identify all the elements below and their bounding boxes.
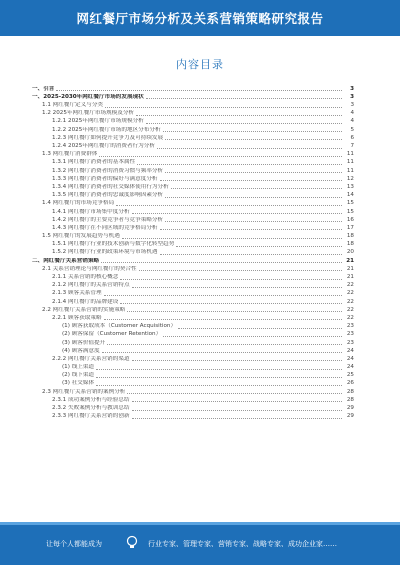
toc-leader-dots bbox=[132, 283, 342, 288]
toc-entry-label: 2.3.2 失败案例分析与教训总结 bbox=[52, 405, 130, 411]
toc-entry-label: 1.4.3 网红餐厅在不同区域的竞争格局分析 bbox=[52, 224, 158, 231]
toc-leader-dots bbox=[102, 348, 342, 353]
toc-leader-dots bbox=[107, 340, 342, 345]
toc-entry-page: 25 bbox=[346, 372, 354, 379]
toc-entry[interactable] bbox=[32, 109, 354, 117]
toc-leader-dots bbox=[165, 217, 342, 222]
table-of-contents bbox=[32, 84, 354, 420]
toc-leader-dots bbox=[101, 258, 342, 263]
toc-entry[interactable] bbox=[32, 190, 354, 198]
toc-entry[interactable] bbox=[32, 215, 354, 223]
toc-leader-dots bbox=[146, 119, 342, 124]
toc-entry-label: (4) 顾客满意度 bbox=[62, 347, 100, 354]
toc-entry-page: 7 bbox=[350, 143, 354, 149]
toc-entry-label: 1.3.3 网红餐厅消费者的偏好与满意度分析 bbox=[52, 175, 158, 182]
toc-entry-page: 21 bbox=[346, 274, 354, 280]
toc-entry-page: 21 bbox=[346, 257, 354, 264]
toc-entry[interactable] bbox=[32, 133, 354, 141]
toc-leader-dots bbox=[96, 365, 342, 370]
toc-entry-page: 12 bbox=[346, 175, 354, 182]
toc-entry-page: 22 bbox=[346, 290, 354, 297]
toc-entry-page: 29 bbox=[346, 405, 354, 411]
toc-entry[interactable] bbox=[32, 182, 354, 190]
toc-entry[interactable] bbox=[32, 150, 354, 158]
footer-bar bbox=[0, 522, 400, 565]
toc-entry-page: 22 bbox=[346, 314, 354, 321]
toc-leader-dots bbox=[132, 356, 342, 361]
toc-entry-page: 18 bbox=[346, 233, 354, 240]
toc-leader-dots bbox=[163, 332, 342, 337]
toc-leader-dots bbox=[104, 291, 342, 296]
toc-entry-page: 28 bbox=[346, 388, 354, 395]
toc-leader-dots bbox=[146, 94, 342, 99]
toc-leader-dots bbox=[178, 324, 342, 329]
toc-leader-dots bbox=[137, 160, 342, 165]
footer-slogan-left: 让每个人都能成为 bbox=[46, 540, 102, 548]
toc-entry-page: 5 bbox=[350, 126, 354, 133]
toc-entry[interactable] bbox=[32, 403, 354, 411]
toc-entry-page: 18 bbox=[346, 241, 354, 248]
toc-entry[interactable] bbox=[32, 387, 354, 395]
toc-entry-page: 14 bbox=[346, 192, 354, 199]
toc-leader-dots bbox=[127, 307, 342, 312]
toc-entry-label: 2.1.2 网红餐厅的关系营销特点 bbox=[52, 282, 130, 289]
toc-entry-page: 11 bbox=[346, 167, 354, 174]
toc-entry-label: (3) 社交媒体 bbox=[62, 380, 95, 387]
toc-entry-label: 1.5.1 网红餐厅行业的技术创新与数字化转型趋势 bbox=[52, 241, 175, 248]
toc-entry[interactable] bbox=[32, 166, 354, 174]
toc-entry[interactable] bbox=[32, 92, 354, 100]
toc-entry-label: 1.2 2025年网红餐厅市场规模及分析 bbox=[42, 110, 135, 117]
toc-leader-dots bbox=[132, 406, 342, 411]
toc-entry-label: 1.2.4 2025年网红餐厅的消费者行为分析 bbox=[52, 143, 155, 149]
toc-entry-page: 24 bbox=[346, 364, 354, 371]
toc-leader-dots bbox=[56, 86, 342, 91]
toc-entry[interactable] bbox=[32, 158, 354, 166]
toc-entry-label: 一、引言 bbox=[32, 85, 55, 92]
toc-entry-page: 11 bbox=[346, 151, 354, 158]
toc-entry[interactable] bbox=[32, 321, 354, 329]
toc-entry-label: 1.2.3 网红餐厅如何提升竞争力及可持续发展 bbox=[52, 134, 164, 141]
toc-entry-page: 23 bbox=[346, 339, 354, 346]
toc-entry[interactable] bbox=[32, 281, 354, 289]
toc-entry-page: 22 bbox=[346, 298, 354, 305]
toc-entry-label: 1.4 网红餐厅的市场竞争格局 bbox=[42, 200, 115, 207]
toc-entry-label: 2.1.3 顾客关系管理 bbox=[52, 290, 102, 297]
toc-entry-label: 1.3.4 网红餐厅消费者的社交媒体使用行为分析 bbox=[52, 183, 169, 190]
toc-entry[interactable] bbox=[32, 240, 354, 248]
toc-entry[interactable] bbox=[32, 354, 354, 362]
toc-entry-label: 1.4.2 网红餐厅的主要竞争者与竞争策略分析 bbox=[52, 216, 164, 223]
toc-entry-label: 2.1.1 关系营销的核心概念 bbox=[52, 274, 119, 280]
toc-entry-label: 1.3 网红餐厅消费群体 bbox=[42, 151, 98, 158]
toc-entry-label: 1.4.1 网红餐厅市场集中度分析 bbox=[52, 208, 130, 215]
toc-entry-label: 1.1 网红餐厅定义与分类 bbox=[42, 102, 104, 109]
footer-stripe bbox=[0, 522, 400, 525]
toc-leader-dots bbox=[120, 275, 342, 280]
toc-entry[interactable] bbox=[32, 231, 354, 239]
toc-entry-page: 15 bbox=[346, 200, 354, 207]
toc-leader-dots bbox=[139, 266, 342, 271]
toc-leader-dots bbox=[132, 397, 342, 402]
toc-entry[interactable] bbox=[32, 338, 354, 346]
toc-leader-dots bbox=[136, 111, 342, 116]
toc-entry[interactable] bbox=[32, 346, 354, 354]
toc-entry[interactable] bbox=[32, 141, 354, 149]
toc-entry-label: 1.2.1 2025年网红餐厅市场规模分析 bbox=[52, 118, 144, 125]
toc-entry[interactable] bbox=[32, 379, 354, 387]
toc-leader-dots bbox=[99, 152, 342, 157]
toc-entry-label: (1) 顾客获取成本（Customer Acquisition） bbox=[62, 323, 177, 330]
toc-entry[interactable] bbox=[32, 412, 354, 420]
toc-entry-page: 15 bbox=[346, 208, 354, 215]
toc-entry-page: 16 bbox=[346, 216, 354, 223]
toc-entry-label: 1.5 网红餐厅的发展趋势与机遇 bbox=[42, 233, 120, 240]
toc-entry-label: (1) 线上渠道 bbox=[62, 364, 95, 371]
toc-leader-dots bbox=[165, 168, 342, 173]
toc-entry[interactable] bbox=[32, 395, 354, 403]
toc-entry-page: 22 bbox=[346, 306, 354, 313]
toc-leader-dots bbox=[122, 234, 342, 239]
toc-entry[interactable] bbox=[32, 256, 354, 264]
toc-leader-dots bbox=[105, 103, 342, 108]
toc-entry-page: 23 bbox=[346, 331, 354, 338]
toc-entry-page: 6 bbox=[350, 134, 354, 141]
toc-entry-label: 2.2.2 网红餐厅关系营销的渠道 bbox=[52, 355, 130, 362]
toc-leader-dots bbox=[171, 184, 342, 189]
toc-entry-label: 2.1.4 网红餐厅的品牌建设 bbox=[52, 298, 119, 305]
toc-entry-page: 24 bbox=[346, 347, 354, 354]
toc-leader-dots bbox=[127, 389, 342, 394]
toc-leader-dots bbox=[160, 176, 342, 181]
toc-leader-dots bbox=[176, 242, 342, 247]
toc-entry-label: 1.5.2 网红餐厅行业的政策环境与市场机遇 bbox=[52, 249, 158, 256]
toc-entry-label: 1.2.2 2025年网红餐厅市场的地区分布分析 bbox=[52, 126, 161, 133]
toc-leader-dots bbox=[160, 250, 342, 255]
toc-entry[interactable] bbox=[32, 248, 354, 256]
toc-entry-page: 3 bbox=[350, 102, 354, 109]
toc-entry[interactable] bbox=[32, 223, 354, 231]
toc-entry[interactable] bbox=[32, 289, 354, 297]
toc-entry-page: 29 bbox=[346, 413, 354, 420]
toc-entry-label: 二、网红餐厅关系营销策略 bbox=[32, 257, 100, 264]
toc-entry[interactable] bbox=[32, 125, 354, 133]
toc-entry[interactable] bbox=[32, 362, 354, 370]
toc-entry-page: 11 bbox=[346, 159, 354, 166]
toc-entry-page: 4 bbox=[350, 110, 354, 117]
toc-leader-dots bbox=[120, 299, 342, 304]
toc-entry-page: 26 bbox=[346, 380, 354, 387]
toc-entry[interactable] bbox=[32, 313, 354, 321]
toc-entry-page: 3 bbox=[350, 93, 354, 100]
toc-entry[interactable] bbox=[32, 117, 354, 125]
toc-entry[interactable] bbox=[32, 264, 354, 272]
toc-entry-page: 20 bbox=[346, 249, 354, 256]
toc-entry-page: 28 bbox=[346, 396, 354, 403]
report-title: 网红餐厅市场分析及关系营销策略研究报告 bbox=[76, 11, 324, 26]
toc-entry[interactable] bbox=[32, 100, 354, 108]
toc-entry-label: 2.1 关系营销理论与网红餐厅的契合性 bbox=[42, 265, 137, 272]
toc-entry[interactable] bbox=[32, 174, 354, 182]
toc-entry-label: 1.3.5 网红餐厅消费者的忠诚度影响因素分析 bbox=[52, 192, 164, 199]
toc-entry-label: 1.3.2 网红餐厅消费者的消费习惯与频率分析 bbox=[52, 167, 164, 174]
toc-leader-dots bbox=[160, 225, 342, 230]
toc-entry-page: 3 bbox=[350, 85, 354, 92]
toc-entry[interactable] bbox=[32, 297, 354, 305]
footer-slogan-right: 行业专家、管理专家、营销专家、战略专家、成功企业家…… bbox=[148, 540, 337, 548]
toc-heading: 内容目录 bbox=[176, 58, 224, 71]
toc-leader-dots bbox=[104, 315, 342, 320]
toc-entry[interactable] bbox=[32, 330, 354, 338]
header-bar bbox=[0, 0, 400, 36]
toc-entry-page: 22 bbox=[346, 282, 354, 289]
toc-leader-dots bbox=[157, 144, 342, 149]
toc-entry[interactable] bbox=[32, 305, 354, 313]
toc-entry[interactable] bbox=[32, 371, 354, 379]
toc-leader-dots bbox=[165, 135, 342, 140]
toc-entry-label: 2.3.1 成功案例分析与经验总结 bbox=[52, 396, 130, 403]
toc-entry-label: 2.3 网红餐厅关系营销的案例分析 bbox=[42, 388, 126, 395]
toc-leader-dots bbox=[165, 193, 342, 198]
toc-leader-dots bbox=[132, 414, 342, 419]
toc-entry-page: 17 bbox=[346, 224, 354, 231]
toc-entry-label: 1.3.1 网红餐厅消费者的基本属性 bbox=[52, 159, 136, 166]
toc-entry-page: 24 bbox=[346, 355, 354, 362]
toc-entry-label: 2.3.3 网红餐厅关系营销的创新 bbox=[52, 413, 130, 420]
toc-entry-label: 2.2 网红餐厅关系营销的实施策略 bbox=[42, 306, 126, 313]
toc-entry[interactable] bbox=[32, 199, 354, 207]
toc-entry[interactable] bbox=[32, 207, 354, 215]
toc-entry-page: 23 bbox=[346, 323, 354, 330]
toc-leader-dots bbox=[116, 201, 342, 206]
toc-entry-label: 一、2025-2030年网红餐厅市场的发展现状 bbox=[32, 93, 144, 100]
toc-entry-label: (2) 顾客保留（Customer Retention） bbox=[62, 331, 162, 338]
toc-entry-label: (2) 线下渠道 bbox=[62, 372, 95, 379]
toc-entry-page: 21 bbox=[346, 265, 354, 272]
toc-leader-dots bbox=[132, 209, 342, 214]
toc-entry-label: 2.2.1 顾客获取策略 bbox=[52, 314, 102, 321]
toc-leader-dots bbox=[163, 127, 342, 132]
lightbulb-icon bbox=[124, 534, 140, 550]
toc-entry[interactable] bbox=[32, 84, 354, 92]
toc-leader-dots bbox=[96, 373, 342, 378]
toc-leader-dots bbox=[96, 381, 342, 386]
toc-entry-label: (3) 顾客价值提升 bbox=[62, 339, 106, 346]
toc-entry-page: 4 bbox=[350, 118, 354, 125]
toc-entry-page: 13 bbox=[346, 183, 354, 190]
toc-entry[interactable] bbox=[32, 272, 354, 280]
